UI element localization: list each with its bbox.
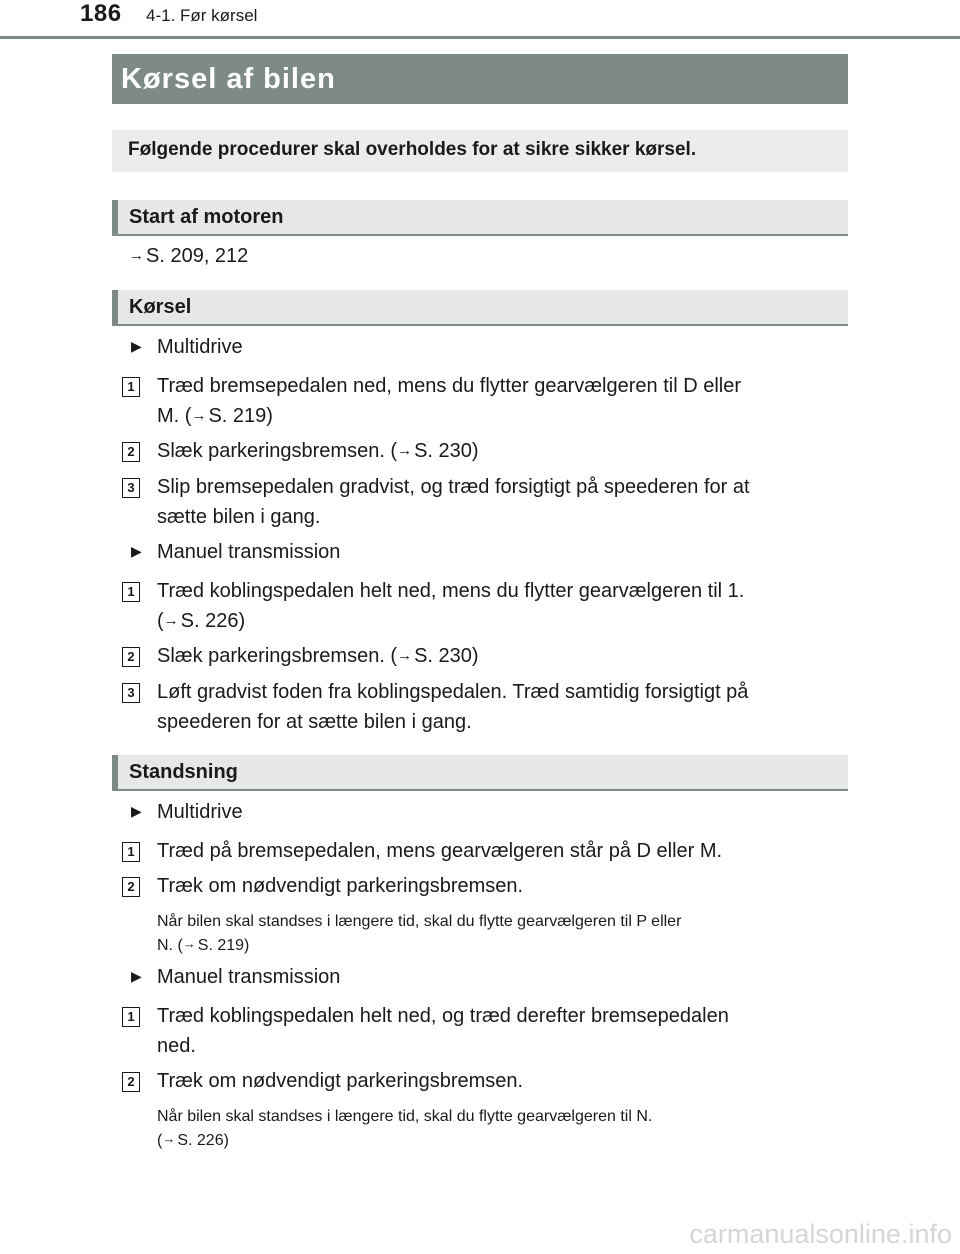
step-number: 1: [122, 582, 140, 602]
page-ref-link[interactable]: S. 230): [414, 645, 479, 667]
triangle-bullet-icon: ▶: [131, 968, 142, 984]
step-number: 2: [122, 442, 140, 462]
bullet-multidrive: ▶ Multidrive: [131, 336, 243, 358]
step-text: Træk om nødvendigt parkeringsbremsen.: [157, 1070, 524, 1092]
step-text: Løft gradvist foden fra koblingspedalen. Træd samtidig forsigtigt på speederen for at sætte bilen i gang.: [157, 681, 749, 733]
page-ref-link[interactable]: S. 219): [208, 405, 273, 427]
intro-text: Følgende procedurer skal overholdes for at sikre sikker kørsel.: [112, 130, 848, 172]
step-number: 3: [122, 683, 140, 703]
header-divider: [0, 36, 960, 39]
note-text: Når bilen skal standses i længere tid, skal du flytte gearvælgeren til P eller N. (→ S. 219): [157, 913, 682, 954]
step-text: Slæk parkeringsbremsen. (→ S. 230): [157, 641, 841, 673]
triangle-bullet-icon: ▶: [131, 338, 142, 354]
heading-stopping: Standsning: [112, 755, 848, 791]
step-text: Træk om nødvendigt parkeringsbremsen.: [157, 875, 524, 897]
bullet-multidrive: ▶ Multidrive: [131, 801, 243, 823]
step-text: Træd bremsepedalen ned, mens du flytter gearvælgeren til D eller M. (→ S. 219): [157, 371, 841, 433]
arrow-right-icon: →: [163, 612, 179, 629]
arrow-right-icon: →: [162, 1131, 176, 1146]
page-ref-link[interactable]: S. 226): [177, 1132, 229, 1149]
arrow-right-icon: →: [182, 936, 196, 951]
page-title: Kørsel af bilen: [112, 54, 848, 104]
start-ref-text: S. 209, 212: [146, 245, 249, 267]
step-number: 2: [122, 647, 140, 667]
arrow-right-icon: →: [191, 407, 207, 424]
page-ref-link[interactable]: S. 230): [414, 440, 479, 462]
arrow-right-icon: →: [129, 247, 144, 264]
step-number: 1: [122, 1007, 140, 1027]
bullet-manual: ▶ Manuel transmission: [131, 541, 341, 563]
heading-start-engine: Start af motoren: [112, 200, 848, 236]
arrow-right-icon: →: [397, 442, 413, 459]
step-number: 2: [122, 877, 140, 897]
step-number: 3: [122, 478, 140, 498]
step-number: 1: [122, 842, 140, 862]
start-reference[interactable]: [129, 245, 248, 268]
page-number: 186: [80, 0, 122, 27]
heading-driving: Kørsel: [112, 290, 848, 326]
step-text: Slæk parkeringsbremsen. (→ S. 230): [157, 436, 841, 468]
step-text: Træd koblingspedalen helt ned, mens du flytter gearvælgeren til 1. (→ S. 226): [157, 576, 841, 638]
step-text: Træd koblingspedalen helt ned, og træd derefter bremsepedalen ned.: [157, 1005, 729, 1057]
triangle-bullet-icon: ▶: [131, 543, 142, 559]
watermark: carmanualsonline.info: [689, 1219, 952, 1249]
arrow-right-icon: →: [397, 647, 413, 664]
bullet-manual: ▶ Manuel transmission: [131, 966, 341, 988]
section-path: 4-1. Før kørsel: [146, 6, 258, 25]
page-ref-link[interactable]: S. 219): [197, 937, 250, 954]
triangle-bullet-icon: ▶: [131, 803, 142, 819]
step-text: Slip bremsepedalen gradvist, og træd forsigtigt på speederen for at sætte bilen i gang.: [157, 476, 750, 528]
step-number: 1: [122, 377, 140, 397]
page-ref-link[interactable]: S. 226): [180, 610, 246, 632]
step-text: Træd på bremsepedalen, mens gearvælgeren står på D eller M.: [157, 840, 723, 862]
step-number: 2: [122, 1072, 140, 1092]
note-text: Når bilen skal standses i længere tid, skal du flytte gearvælgeren til N. (→ S. 226): [157, 1108, 653, 1149]
